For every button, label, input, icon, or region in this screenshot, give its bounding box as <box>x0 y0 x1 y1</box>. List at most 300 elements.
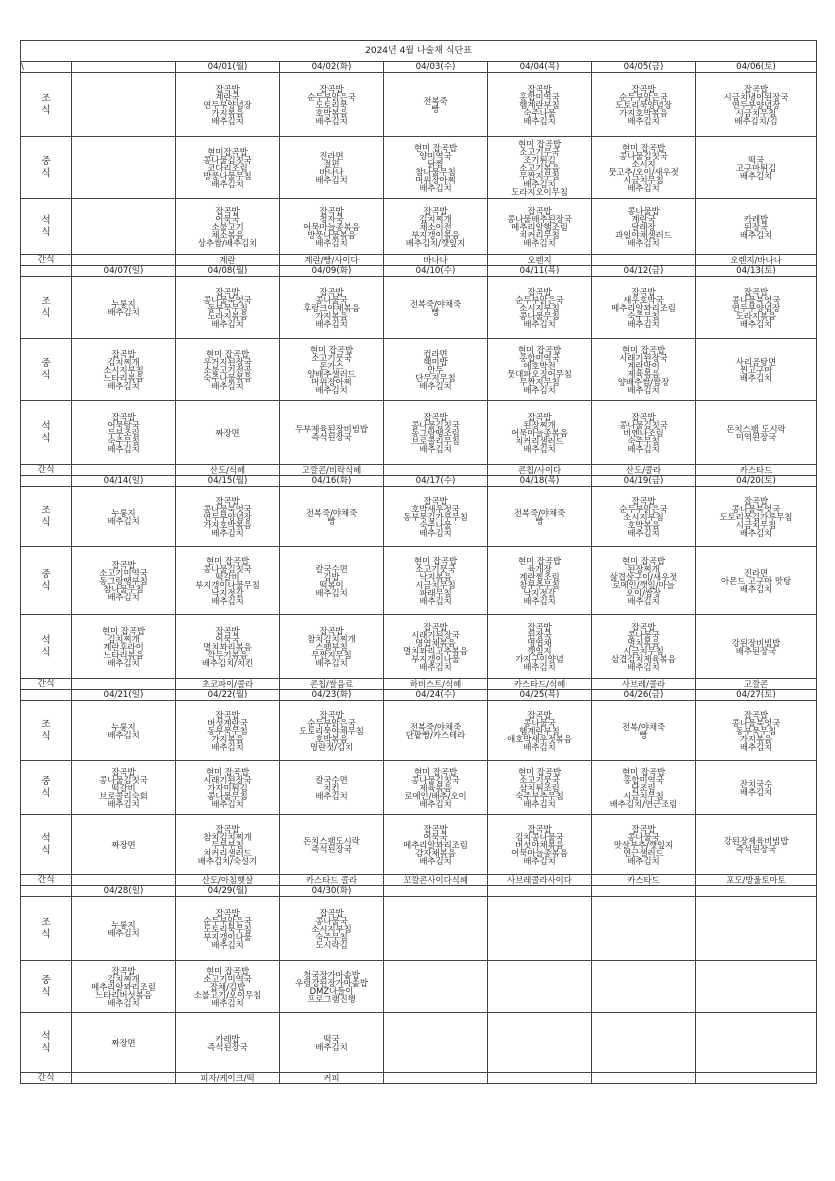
date-row <box>21 476 817 487</box>
menu-item: 배추김치/김 <box>734 115 778 126</box>
menu-item: 배추김치 <box>627 115 660 126</box>
menu-item: 치커리무침 <box>519 229 560 240</box>
breakfast-row <box>21 73 817 137</box>
menu-item: 강된장비빔밥 <box>731 637 781 648</box>
menu-item: 순두부맑은국 <box>515 294 564 305</box>
menu-item: 현미 잡곡밥 <box>621 766 666 777</box>
date-cell: 04/13(토) <box>696 266 817 277</box>
menu-item: 가지볶음 <box>211 107 244 118</box>
menu-item: 어묵국 <box>215 633 240 644</box>
menu-item: 전복죽 <box>423 95 448 106</box>
menu-item: 잡곡밥 <box>111 559 136 570</box>
menu-item: 칼국수면 <box>315 774 348 785</box>
menu-item: 순두부맑은국 <box>619 91 668 102</box>
menu-item: 떡갈비 <box>111 782 136 793</box>
menu-item: 배추김치 <box>315 318 348 329</box>
menu-cell <box>696 487 817 547</box>
menu-cell <box>488 961 592 1013</box>
date-cell: 04/24(수) <box>384 690 488 701</box>
menu-cell <box>72 199 176 255</box>
menu-item: 멸치꽈리볶음 <box>203 641 252 652</box>
menu-item: 메추리알꽈리조림 <box>91 981 156 992</box>
lunch-row <box>21 339 817 401</box>
menu-item: 잡채/김밥 <box>209 981 246 992</box>
date-cell: 04/29(월) <box>176 886 280 897</box>
dinner-label-char: 식 <box>41 1042 51 1054</box>
menu-item: 동그랑땡부침 <box>99 575 148 586</box>
menu-cell <box>72 137 176 199</box>
menu-item: 홍합미역국 <box>519 91 560 102</box>
menu-item: 배추김치 <box>419 798 452 809</box>
dinner-label <box>21 199 72 255</box>
date-cell: 04/06(토) <box>696 62 817 73</box>
menu-cell <box>384 761 488 815</box>
menu-item: 도라지볶음 <box>735 310 777 321</box>
menu-cell <box>488 547 592 615</box>
menu-item: 숙주무침 <box>107 435 140 446</box>
date-cell: 04/08(월) <box>176 266 280 277</box>
menu-item: 배추김치 <box>523 178 556 189</box>
menu-item: 전복죽/야채죽 <box>409 721 462 732</box>
menu-item: 전복죽/야채죽 <box>409 298 462 309</box>
dinner-row <box>21 815 817 875</box>
menu-item: 김치찌개 <box>107 973 140 984</box>
menu-item: 콩나물무침 <box>519 310 560 321</box>
menu-item: 미역된장국 <box>735 431 777 442</box>
date-cell: 04/12(금) <box>592 266 696 277</box>
corner-cell <box>21 886 72 897</box>
menu-cell <box>488 701 592 761</box>
menu-item: 핵미밥 <box>423 356 448 367</box>
menu-cell <box>592 615 696 679</box>
menu-item: 양미역국 <box>419 150 452 161</box>
menu-item: 배추김치 <box>315 657 348 668</box>
menu-cell <box>696 73 817 137</box>
snack-cell: 오렌지 <box>488 255 592 266</box>
dinner-row <box>21 401 817 465</box>
dinner-label <box>21 815 72 875</box>
menu-item: 배추김치 <box>107 798 140 809</box>
snack-cell: 카스타드 <box>592 875 696 886</box>
date-cell: 04/09(화) <box>280 266 384 277</box>
menu-item: 김치찌개 <box>107 633 140 644</box>
menu-item: 무짠지무침 <box>519 170 560 181</box>
menu-item: 진라면 <box>743 567 769 578</box>
menu-item: 배추김치 <box>523 384 556 395</box>
menu-item: 상추쌈/배추김치 <box>197 237 258 248</box>
menu-item: 육개장 <box>527 563 552 574</box>
menu-item: 콩나물김칫국 <box>619 150 668 161</box>
menu-item: 잡곡밥 <box>423 495 448 506</box>
lunch-label-char: 식 <box>41 580 51 592</box>
menu-cell <box>592 401 696 465</box>
menu-item: 배추김치 <box>211 178 244 189</box>
menu-item: 잡곡밥 <box>631 411 656 422</box>
menu-item: 어묵국 <box>215 213 240 224</box>
date-cell: 04/11(목) <box>488 266 592 277</box>
menu-item: 현미 잡곡밥 <box>413 555 458 566</box>
menu-item: 빵 <box>431 103 440 114</box>
menu-item: 삼치튀조림 <box>519 782 560 793</box>
snack-row <box>21 679 817 690</box>
menu-cell <box>384 199 488 255</box>
breakfast-label-char: 식 <box>41 928 51 940</box>
menu-item: 브로콜리무침 <box>411 435 460 446</box>
menu-item: 가지호박볶음 <box>619 107 668 118</box>
menu-item: 배추김치 <box>315 237 348 248</box>
menu-item: 동부묵김가루무침 <box>403 511 468 522</box>
menu-cell <box>280 547 384 615</box>
menu-item: 가지구이양념 <box>515 653 564 664</box>
menu-cell <box>696 137 817 199</box>
dinner-label-char: 식 <box>41 844 51 856</box>
menu-cell <box>72 401 176 465</box>
menu-item: 참나물무침 <box>103 583 144 594</box>
breakfast-label-char: 조 <box>41 92 51 104</box>
menu-item: 어묵국 <box>423 831 448 842</box>
menu-cell <box>488 401 592 465</box>
dinner-label-char: 석 <box>41 214 51 226</box>
snack-cell: 고깔콘/비락식혜 <box>280 465 384 476</box>
menu-item: 멸치꽈리고추볶음 <box>403 645 468 656</box>
menu-item: 배추김치 <box>315 384 348 395</box>
menu-item: 배추김치 <box>523 855 556 866</box>
menu-cell <box>280 961 384 1013</box>
menu-item: 시금치무침 <box>623 645 664 656</box>
menu-item: 잡곡밥 <box>527 621 552 632</box>
menu-cell <box>280 1013 384 1073</box>
menu-item: 배추김치 <box>315 587 348 598</box>
date-cell <box>384 886 488 897</box>
menu-item: 배추김치/치킨 <box>201 657 254 668</box>
menu-cell <box>176 815 280 875</box>
menu-cell <box>592 73 696 137</box>
menu-item: 잡곡밥 <box>319 709 344 720</box>
menu-item: 콩나물국 <box>315 915 348 926</box>
menu-cell <box>72 487 176 547</box>
menu-item: 메추리알꽈리조림 <box>611 302 676 313</box>
menu-item: 소시지 <box>631 158 656 169</box>
menu-item: 빵 <box>639 729 648 740</box>
date-row <box>21 266 817 277</box>
menu-item: 배추김치 <box>523 741 556 752</box>
snack-cell <box>72 255 176 266</box>
snack-cell: 산도/콜라 <box>592 465 696 476</box>
menu-cell <box>176 701 280 761</box>
menu-item: 도토리묵양념장 <box>615 99 672 110</box>
corner-mark: \ <box>21 61 24 72</box>
lunch-label-char: 중 <box>41 155 51 167</box>
menu-item: 현미 잡곡밥 <box>309 344 354 355</box>
snack-cell: 카스타드 콜라 <box>280 875 384 886</box>
menu-item: 현미 잡곡밥 <box>621 555 666 566</box>
menu-cell <box>280 815 384 875</box>
menu-item: 숙주나물 <box>419 519 452 530</box>
menu-item: 현미 잡곡밥 <box>413 142 458 153</box>
date-cell: 04/27(토) <box>696 690 817 701</box>
menu-item: 도토리묵 <box>315 99 348 110</box>
menu-item: 채소볶음 <box>211 229 244 240</box>
menu-item: 배추김치 <box>419 380 452 391</box>
menu-cell <box>280 73 384 137</box>
menu-item: 배추김치 <box>627 855 660 866</box>
menu-cell <box>72 615 176 679</box>
menu-item: 현미 잡곡밥 <box>205 965 250 976</box>
menu-cell <box>280 277 384 339</box>
menu-cell <box>696 961 817 1013</box>
date-cell: 04/01(월) <box>176 62 280 73</box>
date-row <box>21 62 817 73</box>
menu-cell <box>72 277 176 339</box>
menu-item: 배추김치 <box>107 306 140 317</box>
menu-cell <box>488 73 592 137</box>
menu-item: 배추김치 <box>211 997 244 1008</box>
menu-item: 즉석된장국 <box>735 843 777 854</box>
menu-item: 컵라면 <box>423 348 448 359</box>
menu-item: 소불고기 <box>211 221 244 232</box>
menu-item: 김밥 <box>323 571 340 582</box>
menu-item: 깍두기볶음 <box>207 649 248 660</box>
menu-item: 짜장면 <box>111 839 136 850</box>
date-row <box>21 886 817 897</box>
menu-item: 소고기뭇국 <box>415 563 456 574</box>
menu-cell <box>488 277 592 339</box>
menu-item: 잡곡밥 <box>527 205 552 216</box>
menu-item: 잡곡밥 <box>423 411 448 422</box>
menu-item: 배추김치 <box>627 384 660 395</box>
menu-item: 잡곡밥 <box>215 495 240 506</box>
menu-item: 숙주무침 <box>315 931 348 942</box>
menu-item: 된장국 <box>743 221 769 232</box>
snack-cell: 초코파이/콜라 <box>176 679 280 690</box>
menu-item: DMZ나들이 <box>309 985 354 996</box>
menu-item: 김치찌개 <box>419 213 452 224</box>
menu-item: 현미 잡곡밥 <box>413 766 458 777</box>
lunch-label-char: 중 <box>41 974 51 986</box>
menu-item: 진라면 <box>319 150 344 161</box>
menu-item: 배추김치/깻잎지 <box>405 237 466 248</box>
menu-item: 단팥빵/카스테라 <box>405 729 466 740</box>
lunch-label-char: 식 <box>41 167 51 179</box>
menu-cell <box>384 339 488 401</box>
snack-cell <box>696 1073 817 1084</box>
lunch-label-char: 식 <box>41 986 51 998</box>
menu-item: 명엽채볶음 <box>415 637 456 648</box>
dinner-row <box>21 199 817 255</box>
menu-cell <box>592 547 696 615</box>
menu-cell <box>176 277 280 339</box>
menu-item: 배추김치 <box>419 661 452 672</box>
menu-item: 배추김치 <box>627 661 660 672</box>
menu-item: 과일야채샐러드 <box>615 229 672 240</box>
menu-item: 현미 잡곡밥 <box>101 625 146 636</box>
menu-item: 돈치스팸 도시락 <box>726 423 786 434</box>
menu-item: 콩나물북엇국 <box>731 717 781 728</box>
menu-item: 배추김치 <box>739 583 773 594</box>
menu-cell <box>384 277 488 339</box>
menu-item: 순두부맑은국 <box>307 91 356 102</box>
menu-item: 파래무침 <box>419 587 452 598</box>
menu-item: 도라지오이무침 <box>511 186 568 197</box>
corner-cell <box>21 690 72 701</box>
menu-item: 닭찜 <box>427 158 444 169</box>
menu-item: 빵 <box>327 515 336 526</box>
menu-item: 배추김치 <box>211 380 244 391</box>
menu-item: 잔치국수 <box>739 778 773 789</box>
menu-item: 잡곡밥 <box>319 907 344 918</box>
lunch-row <box>21 761 817 815</box>
date-cell: 04/26(금) <box>592 690 696 701</box>
menu-item: 치커리샐러드 <box>515 435 564 446</box>
menu-item: 호박볶음 <box>627 519 660 530</box>
menu-item: 가지호박볶음 <box>203 519 252 530</box>
menu-cell <box>488 199 592 255</box>
menu-item: 느타리볶음 <box>103 372 144 383</box>
menu-item: 배추김치 <box>627 527 660 538</box>
menu-item: 배추김치 <box>419 443 452 454</box>
menu-item: 버섯야채볶음 <box>515 839 564 850</box>
menu-item: 도라지볶음 <box>207 310 248 321</box>
menu-cell <box>280 401 384 465</box>
menu-item: 청자국 <box>319 213 344 224</box>
menu-item: 감자채볶음 <box>415 847 456 858</box>
menu-cell <box>592 199 696 255</box>
snack-cell <box>72 1073 176 1084</box>
menu-cell <box>592 339 696 401</box>
menu-item: 치커리샐러드 <box>203 847 252 858</box>
breakfast-label <box>21 701 72 761</box>
snack-cell <box>384 1073 488 1084</box>
menu-item: 콩나물북엇국 <box>731 503 781 514</box>
dinner-label <box>21 401 72 465</box>
snack-cell <box>72 465 176 476</box>
menu-item: 가자미튀김 <box>207 782 248 793</box>
menu-item: 현미 잡곡밥 <box>517 138 562 149</box>
menu-item: 잡곡밥 <box>215 709 240 720</box>
snack-cell: 포도/방울토마토 <box>696 875 817 886</box>
menu-item: 잡곡밥 <box>319 625 344 636</box>
lunch-label <box>21 961 72 1013</box>
lunch-label <box>21 547 72 615</box>
menu-item: 콩나물밥 <box>627 205 660 216</box>
menu-item: 스팸부침 <box>315 641 348 652</box>
menu-item: 현미 잡곡밥 <box>517 555 562 566</box>
menu-item: 명엽채 <box>527 637 552 648</box>
menu-item: 부지갱이볶음 <box>411 229 460 240</box>
menu-cell <box>176 1013 280 1073</box>
menu-cell <box>176 487 280 547</box>
menu-item: 배추김치 <box>739 229 773 240</box>
menu-item: 절편 <box>323 158 340 169</box>
menu-item: 돈치스팸도시락 <box>303 835 360 846</box>
menu-item: 콩나물국 <box>627 831 660 842</box>
menu-item: 잡곡밥 <box>111 965 136 976</box>
menu-item: 잡곡밥 <box>527 411 552 422</box>
breakfast-row <box>21 487 817 547</box>
menu-item: 배추김치 <box>107 657 140 668</box>
menu-cell <box>384 401 488 465</box>
menu-item: 연두부양념장 <box>731 302 781 313</box>
menu-item: 배추김치/연근조림 <box>609 798 678 809</box>
snack-row <box>21 875 817 886</box>
snack-label: 간식 <box>21 465 72 476</box>
menu-item: 연두부양념장 <box>731 99 781 110</box>
date-cell: 04/15(월) <box>176 476 280 487</box>
menu-item: 배추김치 <box>739 527 773 538</box>
menu-item: 짜장면 <box>215 427 240 438</box>
menu-cell <box>696 761 817 815</box>
menu-item: 잡곡밥 <box>215 286 240 297</box>
menu-item: 부지갱이나물 <box>411 653 460 664</box>
date-cell: 04/22(월) <box>176 690 280 701</box>
menu-item: 어묵탕국 <box>107 419 140 430</box>
menu-item: 배추김치 <box>107 591 140 602</box>
menu-item: 배추김치 <box>419 527 452 538</box>
menu-item: 낙지젓갈 <box>211 587 244 598</box>
menu-item: 도토리묵무침 <box>203 923 252 934</box>
menu-cell <box>696 615 817 679</box>
menu-cell <box>72 339 176 401</box>
menu-item: 소시지부침 <box>623 511 664 522</box>
menu-item: 잡곡밥 <box>215 907 240 918</box>
menu-item: 배추김치 <box>627 595 660 606</box>
menu-item: 시금치냉이된장국 <box>723 91 789 102</box>
snack-cell <box>384 465 488 476</box>
menu-item: 머위장아찌 <box>311 376 352 387</box>
menu-item: 프로그램진행 <box>307 993 356 1004</box>
menu-item: 동부묵무침 <box>207 725 248 736</box>
menu-cell <box>488 339 592 401</box>
lunch-label-char: 중 <box>41 568 51 580</box>
menu-item: 소불고기/오이무침 <box>193 989 262 1000</box>
menu-cell <box>696 701 817 761</box>
menu-item: 즉석된장국 <box>311 431 352 442</box>
snack-row <box>21 465 817 476</box>
menu-item: 시래기된장국 <box>411 629 460 640</box>
menu-item: 잡곡밥 <box>631 621 656 632</box>
menu-item: 로메인/배추/오이 <box>404 790 467 801</box>
menu-cell <box>72 547 176 615</box>
corner-cell <box>21 476 72 487</box>
menu-item: 잡곡밥 <box>111 766 136 777</box>
menu-item: 배추김치 <box>739 372 773 383</box>
menu-item: 강된장제육비빔밥 <box>723 835 789 846</box>
menu-item: 콩나물국 <box>315 294 348 305</box>
menu-cell <box>384 1013 488 1073</box>
menu-item: 배추김치 <box>627 182 660 193</box>
menu-item: 배추김치 <box>211 115 244 126</box>
menu-cell <box>384 137 488 199</box>
breakfast-row <box>21 897 817 961</box>
lunch-label-char: 식 <box>41 787 51 799</box>
sheet-title: 2024년 4월 나술채 식단표 <box>21 41 817 62</box>
breakfast-label <box>21 277 72 339</box>
menu-item: 달래장 <box>631 221 656 232</box>
menu-item: 잡곡밥 <box>111 348 136 359</box>
menu-item: 배추김치 <box>211 741 244 752</box>
snack-cell: 산도/식혜 <box>176 465 280 476</box>
breakfast-label-char: 식 <box>41 104 51 116</box>
menu-item: 만두 <box>427 364 444 375</box>
dinner-label-char: 식 <box>41 646 51 658</box>
menu-item: 잡곡밥 <box>423 823 448 834</box>
menu-item: 배추김치 <box>739 318 773 329</box>
menu-item: 배추김치 <box>627 443 660 454</box>
dinner-label-char: 석 <box>41 420 51 432</box>
menu-cell <box>384 961 488 1013</box>
menu-item: 계란후라이 <box>103 641 144 652</box>
lunch-row <box>21 961 817 1013</box>
